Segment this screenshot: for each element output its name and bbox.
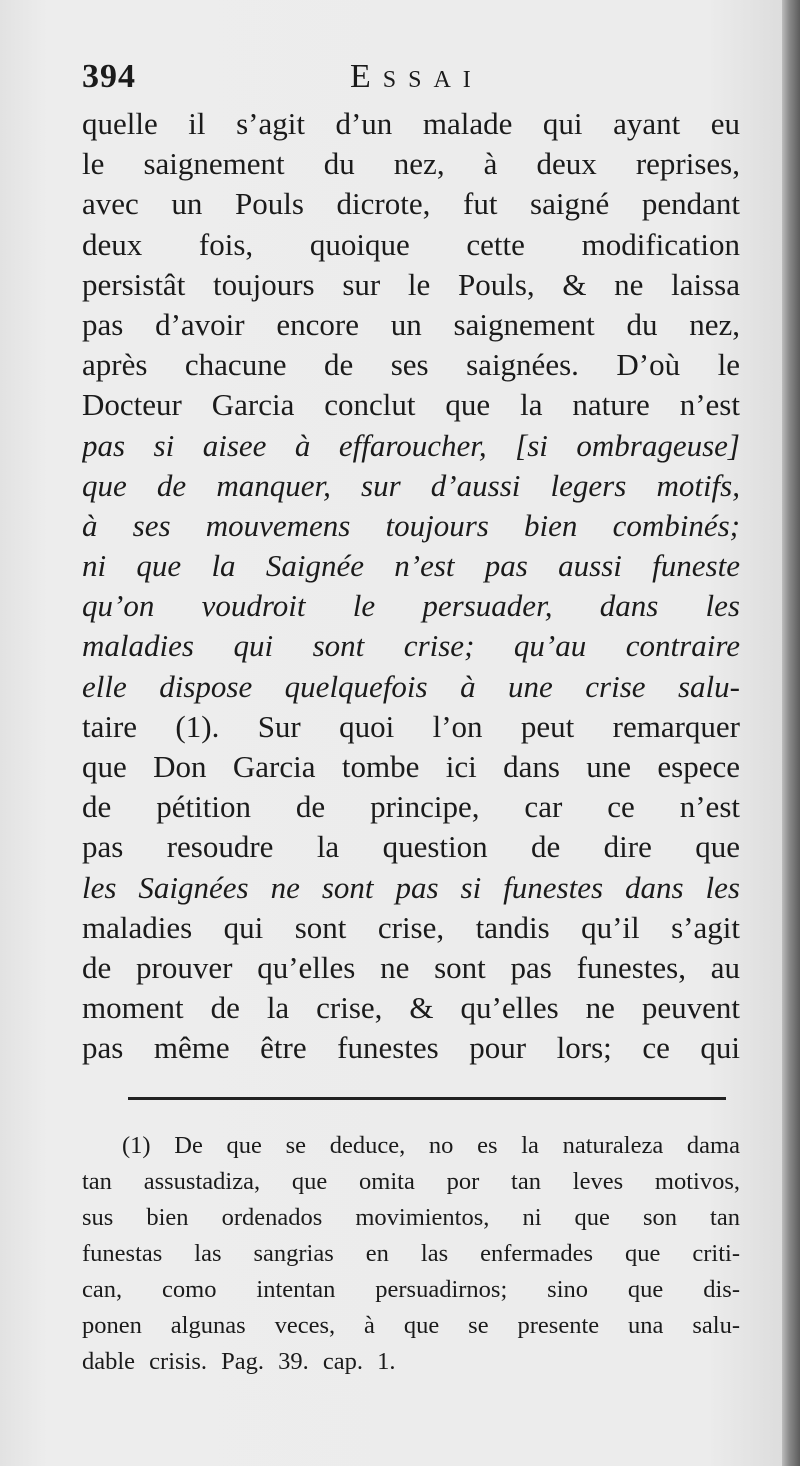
body-line: les Saignées ne sont pas si funestes dans les bbox=[82, 869, 740, 905]
body-line: pas si aisee à effaroucher, [si ombrageuse] bbox=[82, 427, 740, 463]
body-line: le saignement du nez, à deux reprises, bbox=[82, 146, 740, 182]
book-gutter bbox=[782, 0, 800, 1466]
body-line: elle dispose quelquefois à une crise salu- bbox=[82, 668, 740, 704]
body-line: que de manquer, sur d’aussi legers motifs, bbox=[82, 467, 740, 503]
body-line: de prouver qu’elles ne sont pas funestes, au bbox=[82, 949, 740, 985]
footnote-line: dable crisis. Pag. 39. cap. 1. bbox=[82, 1348, 396, 1375]
body-line: maladies qui sont crise; qu’au contraire bbox=[82, 628, 740, 664]
footnote-line: ponen algunas veces, à que se presente una salu- bbox=[82, 1312, 740, 1339]
body-line: pas d’avoir encore un saignement du nez, bbox=[82, 306, 740, 342]
footnote-line: tan assustadiza, que omita por tan leves motivos, bbox=[82, 1168, 740, 1195]
body-line: deux fois, quoique cette modification bbox=[82, 226, 740, 262]
body-line: à ses mouvemens toujours bien combinés; bbox=[82, 507, 740, 543]
body-line: avec un Pouls dicrote, fut saigné pendant bbox=[82, 186, 740, 222]
body-line: après chacune de ses saignées. D’où le bbox=[82, 347, 740, 383]
body-line: que Don Garcia tombe ici dans une espece bbox=[82, 749, 740, 784]
running-title: Essai bbox=[350, 58, 483, 95]
footnote-line: sus bien ordenados movimientos, ni que son tan bbox=[82, 1204, 740, 1231]
body-line: ni que la Saignée n’est pas aussi funeste bbox=[82, 548, 740, 584]
body-line: taire (1). Sur quoi l’on peut remarquer bbox=[82, 708, 740, 744]
body-line: maladies qui sont crise, tandis qu’il s’agit bbox=[82, 909, 740, 945]
footnote-line: funestas las sangrias en las enfermades que criti- bbox=[82, 1240, 740, 1267]
body-line: persistât toujours sur le Pouls, & ne laissa bbox=[82, 266, 740, 302]
footnote-divider bbox=[128, 1097, 726, 1100]
body-text bbox=[82, 104, 740, 1069]
page-number: 394 bbox=[82, 58, 136, 95]
body-line: moment de la crise, & qu’elles ne peuvent bbox=[82, 990, 740, 1026]
body-line: qu’on voudroit le persuader, dans les bbox=[82, 588, 740, 624]
body-line: Docteur Garcia conclut que la nature n’est bbox=[82, 387, 740, 423]
body-line: pas resoudre la question de dire que bbox=[82, 829, 740, 865]
footnote-line: (1) De que se deduce, no es la naturaleza dama bbox=[122, 1132, 740, 1159]
footnote-line: can, como intentan persuadirnos; sino que dis- bbox=[82, 1276, 740, 1303]
body-line: quelle il s’agit d’un malade qui ayant eu bbox=[82, 106, 740, 141]
body-line: de pétition de principe, car ce n’est bbox=[82, 789, 740, 825]
body-line: pas même être funestes pour lors; ce qui bbox=[82, 1030, 740, 1066]
running-head bbox=[82, 58, 742, 104]
footnote bbox=[82, 1128, 740, 1380]
